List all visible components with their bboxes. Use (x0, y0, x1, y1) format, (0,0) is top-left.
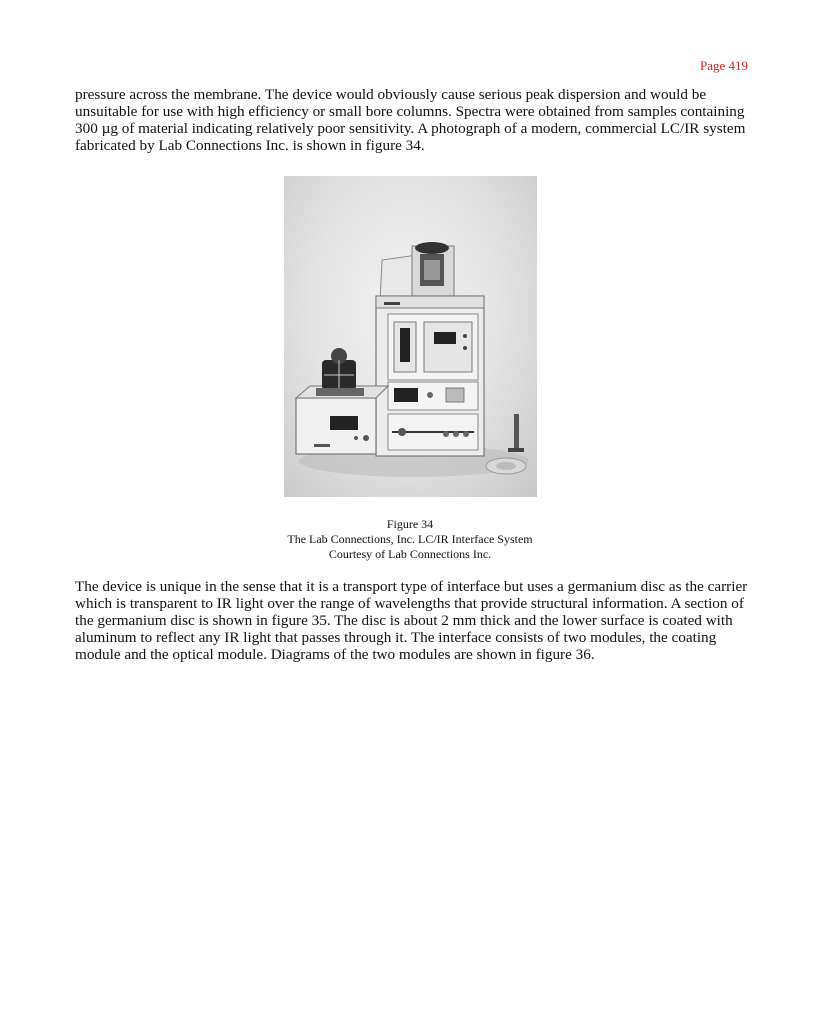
figure-caption-credit: Courtesy of Lab Connections Inc. (328, 547, 492, 561)
figure-photo (284, 176, 537, 497)
page-number: Page 419 (699, 58, 748, 73)
figure-caption-label: Figure 34 (386, 517, 434, 531)
optical-module-unit (376, 242, 484, 456)
figure-caption-title: The Lab Connections, Inc. LC/IR Interface System (287, 532, 533, 546)
paragraph-description: The device is unique in the sense that it is a transport type of interface but uses a germanium disc as the carrier which is transparent to IR light over the range of wavelengths that provide structural information. A section of the germanium disc is shown in figure 35. The disc is about 2 mm thick and the lower surface is coated with aluminum to reflect any IR light that passes through it. The interface consists of two modules, the coating module and the optical module. Diagrams of the two modules are shown in figure 36. (75, 578, 748, 663)
paragraph-intro: pressure across the membrane. The device would obviously cause serious peak dispersion and would be unsuitable for use with high efficiency or small bore columns. Spectra were obtained from samples containing 300 µg of material indicating relatively poor sensitivity. A photograph of a modern, commercial LC/IR system fabricated by Lab Connections Inc. is shown in figure 34. (75, 86, 746, 154)
coating-module-unit (296, 348, 388, 454)
